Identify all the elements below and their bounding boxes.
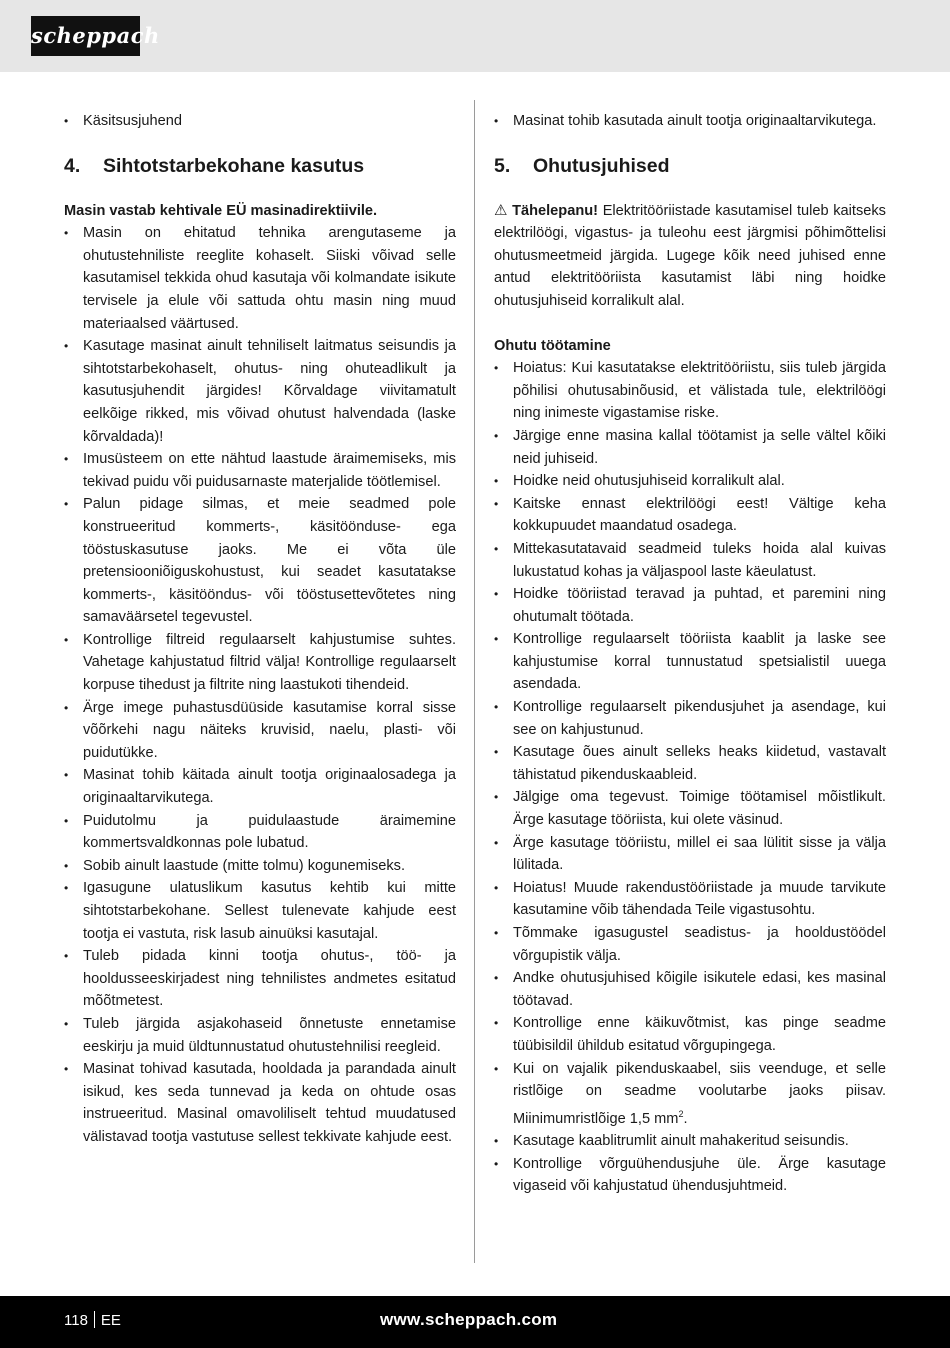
list-item: • Kontrollige võrguühendusjuhe üle. Ärge kasutage vigaseid või kahjustatud ühendusjuhtmeid. [494,1153,886,1198]
list-item: • Kontrollige enne käikuvõtmist, kas pinge seadme tüübisildil ühildub esitatud võrgupingega. [494,1012,886,1057]
column-divider [474,100,475,1263]
list-item: • Tuleb järgida asjakohaseid õnnetuste ennetamise eeskirju ja muid üldtunnustatud ohutustehnilisi reegleid. [64,1013,456,1058]
list-item: • Kontrollige filtreid regulaarselt kahjustumise suhtes. Vahetage kahjustatud filtrid välja! Kontrollige regulaarselt korpuse tihedust ja filtrite ning laastukoti tihendeid. [64,629,456,697]
section-5-list [494,357,886,1057]
list-item: • Hoidke neid ohutusjuhiseid korralikult alal. [494,470,886,493]
superscript: 2 [678,1108,684,1119]
page-number-block [64,1310,121,1332]
list-item: • Palun pidage silmas, et meie seadmed pole konstrueeritud kommerts-, käsitöönduse- ega tööstuskasutuse jaoks. Me ei võta üle pretensiooniõiguskohustust, kui seadet kasutatakse kommerts-, käsitööndus- või tööstusettevõtetes ning samaväärsetel tegevustel. [64,493,456,629]
list-item: • Kasutage masinat ainult tehniliselt laitmatus seisundis ja sihtotstarbekohaselt, ohutus- ning ohuteadlikult ja kasutusjuhendit järgides! Kõrvaldage viivitamatult eelkõige rikked, mis võivad ohutust halvendada (laske kõrvaldada)! [64,335,456,448]
warning-text: Elektritööriistade kasutamisel tuleb kaitseks elektrilöögi, vigastus- ja tuleohu eest järgmisi põhimõttelisi ohutusmeetmeid järgida. Lugege kõik need juhised enne antud elektritööriista kasutamist läbi ning hoidke ohutusjuhiseid korralikult alal. [494,202,886,309]
intro-list [64,110,456,133]
page-number: 118 [64,1312,88,1329]
list-item: • Kaitske ennast elektrilöögi eest! Vältige keha kokkupuudet maandatud osadega. [494,493,886,538]
list-item: • Hoiatus! Muude rakendustööriistade ja muude tarvikute kasutamine võib tähendada Teile vigastusohtu. [494,877,886,922]
list-item: • Kontrollige regulaarselt pikendusjuhet ja asendage, kui see on kahjustunud. [494,696,886,741]
website-link[interactable]: www.scheppach.com [380,1310,558,1329]
list-item: • Tuleb pidada kinni tootja ohutus-, töö- ja hooldusseeskirjadest ning tehnilistes andmetes esitatud mõõtmetest. [64,945,456,1013]
section-title: Sihtotstarbekohane kasutus [103,154,365,177]
list-item: • Kasutage õues ainult selleks heaks kiidetud, vastavalt tähistatud pikenduskaableid. [494,741,886,786]
section-title: Ohutusjuhised [533,154,670,177]
language-code: EE [100,1312,121,1329]
list-item: • Ärge imege puhastusdüüside kasutamise korral sisse võõrkehi nagu näiteks kruvisid, naelu, plasti- või puidutükke. [64,697,456,765]
list-item: • Tõmmake igasugustel seadistus- ja hooldustöödel võrgupistik välja. [494,922,886,967]
list-item: • Masinat tohib kasutada ainult tootja originaaltarvikutega. [494,110,886,133]
right-column [494,110,886,1198]
section-number: 5. [494,154,511,177]
warning-icon: ⚠ [494,201,509,219]
list-item: • Igasugune ulatuslikum kasutus kehtib kui mitte sihtotstarbekohane. Sellest tulenevate kahjude eest tootja ei vastuta, risk lasub ainuüksi kasutajal. [64,877,456,945]
list-item: • Ärge kasutage tööriistu, millel ei saa lülitit sisse ja välja lülitada. [494,832,886,877]
list-item: • Hoidke tööriistad teravad ja puhtad, et paremini ning ohutumalt töötada. [494,583,886,628]
list-item: • Masinat tohib käitada ainult tootja originaalosadega ja originaaltarvikutega. [64,764,456,809]
warning-paragraph [494,200,886,313]
list-item: • Imusüsteem on ette nähtud laastude äraimemiseks, mis tekivad puidu või puidusarnaste materjalide töötlemisel. [64,448,456,493]
list-item: • Masinat tohivad kasutada, hooldada ja parandada ainult isikud, kes seda tunnevad ja keda on ohtude osas instrueeritud. Masinal omavoliliselt tehtud muudatused välistavad tootja vastutuse sellest tekkivate kahjude eest. [64,1058,456,1148]
list-item: • Puidutolmu ja puidulaastude äraimemine kommertsvaldkonnas pole lubatud. [64,810,456,855]
left-column [64,110,456,1149]
section-5-list-end [494,1130,886,1198]
section-5-list-cable [494,1058,886,1131]
section-4-heading [64,152,456,180]
list-item: • Andke ohutusjuhised kõigile isikutele edasi, kes masinal töötavad. [494,967,886,1012]
list-item: • Käsitsusjuhend [64,110,456,133]
list-item [494,1058,886,1131]
list-item: • Jälgige oma tegevust. Toimige töötamisel mõistlikult. Ärge kasutage tööriista, kui olete väsinud. [494,786,886,831]
header-band [0,0,950,72]
section-lead: Masin vastab kehtivale EÜ masinadirektiivile. [64,202,378,219]
list-item: • Kasutage kaablitrumlit ainult mahakeritud seisundis. [494,1130,886,1153]
list-item: • Hoiatus: Kui kasutatakse elektritööriistu, siis tuleb järgida põhilisi ohutusabinõusid, et välistada tule, elektrilöögi ning inimeste vigastamise riske. [494,357,886,425]
warning-label: Tähelepanu! [512,202,599,219]
subhead-safe-work: Ohutu töötamine [494,337,611,354]
list-item: • Mittekasutatavaid seadmeid tuleks hoida alal kuivas lukustatud kohas ja väljaspool laste käeulatust. [494,538,886,583]
list-item: • Masin on ehitatud tehnika arengutaseme ja ohutustehniliste reeglite kohaselt. Siiski võivad selle kasutamisel tekkida ohud kasutaja või kolmandate isikute tervisele ja elule või sattuda ohtu masin ning muud materiaalsed väärtused. [64,222,456,335]
intro-list [494,110,886,133]
brand-logo: scheppach [31,16,140,56]
separator [94,1311,95,1328]
cable-suffix: . [683,1110,688,1127]
list-item: • Kontrollige regulaarselt tööriista kaablit ja laske see kahjustumise korral tunnustatud spetsialistil uuega asendada. [494,628,886,696]
section-5-heading [494,152,886,180]
section-4-list [64,222,456,1148]
list-item: • Sobib ainult laastude (mitte tolmu) kogunemiseks. [64,855,456,878]
list-item: • Järgige enne masina kallal töötamist ja selle vältel kõiki neid juhiseid. [494,425,886,470]
footer-band [0,1296,950,1348]
section-number: 4. [64,154,81,177]
cable-text: Kui on vajalik pikenduskaabel, siis veenduge, et selle ristlõige on seadme voolutarbe jaoks piisav. Miinimumristlõige 1,5 mm [513,1060,886,1127]
